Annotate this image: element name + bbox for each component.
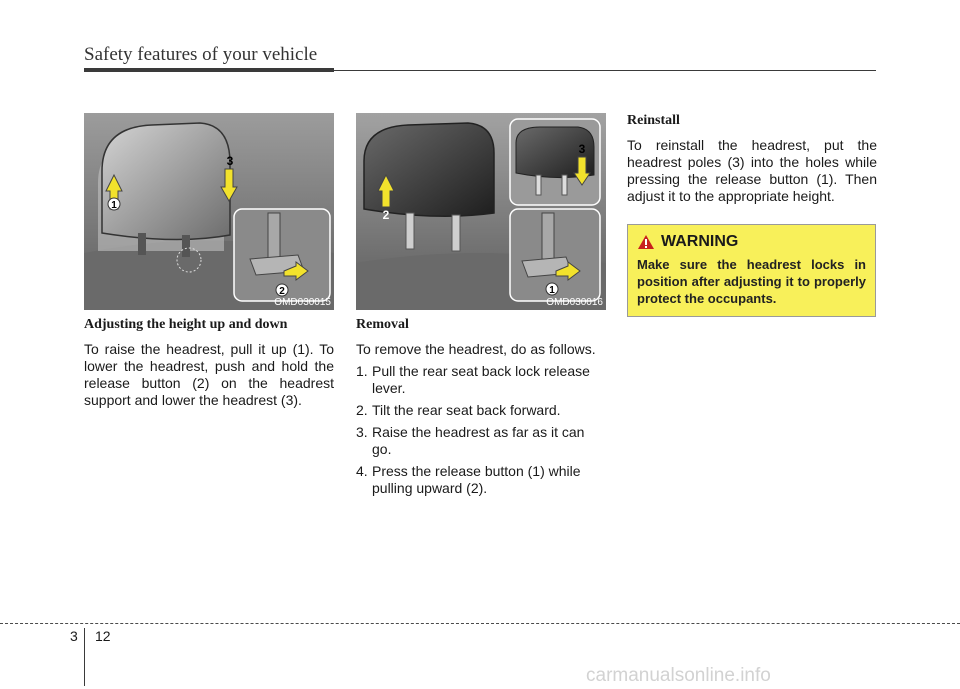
figure-callout-1: 1: [549, 285, 555, 296]
footer-rule: [0, 623, 960, 624]
step-text: Raise the headrest as far as it can go.: [372, 424, 585, 457]
headrest-adjust-illustration: [84, 113, 334, 310]
list-item: [356, 463, 606, 497]
header-rule-thick: [84, 68, 334, 72]
figure-code: OMD030016: [546, 297, 603, 308]
footer-divider: [84, 628, 85, 686]
figure-adjust-height: [84, 113, 334, 310]
figure-code: OMD030015: [274, 297, 331, 308]
header-title: Safety features of your vehicle: [84, 44, 318, 65]
headrest-removal-illustration: [356, 113, 606, 310]
step-text: Tilt the rear seat back forward.: [372, 402, 561, 418]
figure-callout-1: 1: [111, 200, 117, 211]
section-title: Adjusting the height up and down: [84, 317, 288, 332]
section-intro: To remove the headrest, do as follows.: [356, 341, 596, 357]
figure-callout-3: 3: [578, 142, 586, 156]
figure-callout-3: 3: [226, 154, 234, 168]
section-removal: [356, 316, 606, 502]
section-body: To reinstall the headrest, put the headrest poles (3) into the holes while pressing the release button (1). Then adjust it to the appropriate height.: [627, 137, 877, 204]
figure-removal: [356, 113, 606, 310]
warning-heading: [637, 233, 866, 251]
warning-triangle-icon: [637, 234, 655, 250]
section-adjust-height: [84, 316, 334, 409]
header-rule-thin: [334, 70, 876, 71]
warning-box: [627, 224, 876, 317]
site-watermark: carmanualsonline.info: [586, 665, 771, 686]
step-text: Press the release button (1) while pulling upward (2).: [372, 463, 581, 496]
list-item: [356, 402, 606, 419]
step-text: Pull the rear seat back lock release lever.: [372, 363, 590, 396]
step-number: 3.: [356, 424, 368, 440]
removal-steps: [356, 363, 606, 497]
step-number: 1.: [356, 363, 368, 379]
figure-callout-2: 2: [279, 286, 285, 297]
step-number: 4.: [356, 463, 368, 479]
step-number: 2.: [356, 402, 368, 418]
list-item: [356, 424, 606, 458]
warning-text: Make sure the headrest locks in position after adjusting it to properly protect the occupants.: [637, 257, 866, 306]
warning-title: WARNING: [661, 233, 739, 250]
section-title: Removal: [356, 317, 409, 332]
chapter-number: 3: [70, 628, 78, 644]
section-title: Reinstall: [627, 113, 680, 128]
figure-callout-2: 2: [382, 208, 390, 222]
section-reinstall: [627, 112, 877, 205]
section-body: To raise the headrest, pull it up (1). To lower the headrest, push and hold the release button (2) on the headrest support and lower the headrest (3).: [84, 341, 334, 408]
page-number: 12: [95, 628, 111, 644]
list-item: [356, 363, 606, 397]
